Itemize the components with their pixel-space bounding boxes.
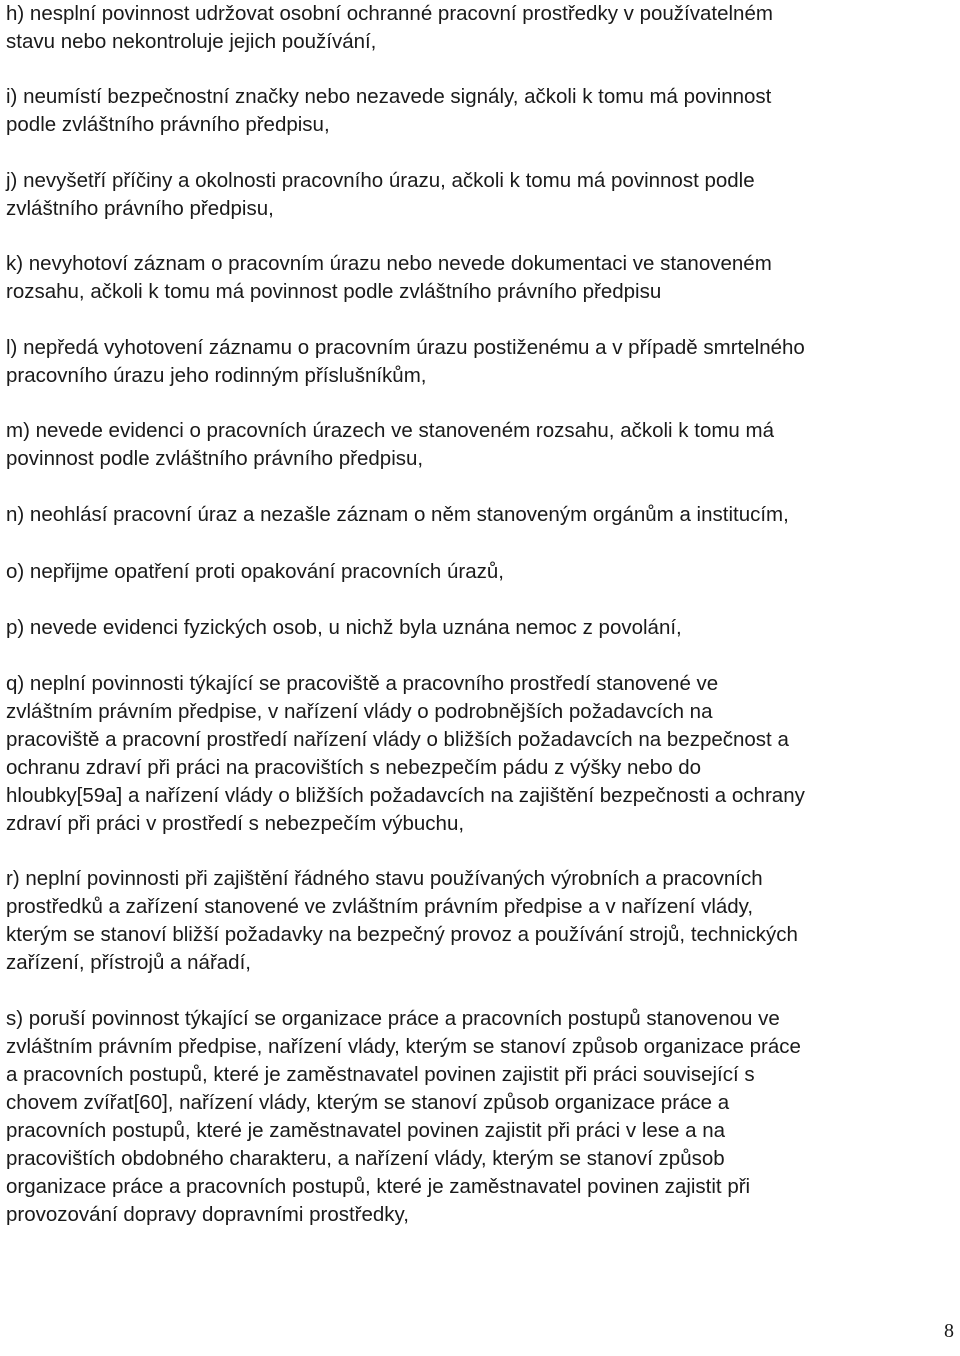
text-line: provozování dopravy dopravními prostředky,: [6, 1203, 409, 1226]
paragraph-r: [6, 865, 956, 977]
text-line: j) nevyšetří příčiny a okolnosti pracovního úrazu, ačkoli k tomu má povinnost podle: [6, 169, 755, 192]
text-line: n) neohlásí pracovní úraz a nezašle záznam o něm stanoveným orgánům a institucím,: [6, 503, 789, 526]
text-line: h) nesplní povinnost udržovat osobní ochranné pracovní prostředky v používatelném: [6, 2, 773, 25]
paragraph-l: [6, 334, 956, 390]
paragraph-s: [6, 1005, 956, 1229]
text-line: pracoviště a pracovní prostředí nařízení vlády o bližších požadavcích na bezpečnost a: [6, 728, 789, 751]
text-line: pracovního úrazu jeho rodinným příslušníkům,: [6, 364, 427, 387]
text-line: zvláštním právním předpise, v nařízení vlády o podrobnějších požadavcích na: [6, 700, 713, 723]
text-line: pracovních postupů, které je zaměstnavatel povinen zajistit při práci v lese a na: [6, 1119, 726, 1142]
text-line: k) nevyhotoví záznam o pracovním úrazu nebo nevede dokumentaci ve stanoveném: [6, 252, 772, 275]
text-line: m) nevede evidenci o pracovních úrazech ve stanoveném rozsahu, ačkoli k tomu má: [6, 419, 774, 442]
text-line: rozsahu, ačkoli k tomu má povinnost podle zvláštního právního předpisu: [6, 280, 662, 303]
text-line: zvláštního právního předpisu,: [6, 197, 274, 220]
paragraph-n: [6, 501, 956, 529]
paragraph-o: [6, 558, 956, 586]
text-line: povinnost podle zvláštního právního předpisu,: [6, 447, 424, 470]
text-line: ochranu zdraví při práci na pracovištích s nebezpečím pádu z výšky nebo do: [6, 756, 702, 779]
text-line: zařízení, přístrojů a nářadí,: [6, 951, 251, 974]
text-line: pracovištích obdobného charakteru, a nařízení vlády, kterým se stanoví způsob: [6, 1147, 725, 1170]
text-line: chovem zvířat[60], nařízení vlády, kterým se stanoví způsob organizace práce a: [6, 1091, 730, 1114]
paragraph-j: [6, 167, 956, 223]
text-line: i) neumístí bezpečnostní značky nebo nezavede signály, ačkoli k tomu má povinnost: [6, 85, 772, 108]
paragraph-q: [6, 670, 956, 838]
paragraph-k: [6, 250, 956, 306]
text-line: kterým se stanoví bližší požadavky na bezpečný provoz a používání strojů, technických: [6, 923, 798, 946]
text-line: l) nepředá vyhotovení záznamu o pracovním úrazu postiženému a v případě smrtelného: [6, 336, 805, 359]
paragraph-p: [6, 614, 956, 642]
text-line: s) poruší povinnost týkající se organizace práce a pracovních postupů stanovenou ve: [6, 1007, 780, 1030]
text-line: o) nepřijme opatření proti opakování pracovních úrazů,: [6, 560, 504, 583]
text-line: podle zvláštního právního předpisu,: [6, 113, 330, 136]
text-line: p) nevede evidenci fyzických osob, u nichž byla uznána nemoc z povolání,: [6, 616, 682, 639]
text-line: q) neplní povinnosti týkající se pracoviště a pracovního prostředí stanovené ve: [6, 672, 719, 695]
text-line: hloubky[59a] a nařízení vlády o bližších požadavcích na zajištění bezpečnosti a ochrany: [6, 784, 805, 807]
text-line: prostředků a zařízení stanovené ve zvláštním právním předpise a v nařízení vlády,: [6, 895, 754, 918]
text-line: r) neplní povinnosti při zajištění řádného stavu používaných výrobních a pracovních: [6, 867, 763, 890]
text-line: organizace práce a pracovních postupů, které je zaměstnavatel povinen zajistit při: [6, 1175, 751, 1198]
paragraph-h: [6, 0, 956, 56]
text-line: a pracovních postupů, které je zaměstnavatel povinen zajistit při práci související s: [6, 1063, 755, 1086]
text-line: zvláštním právním předpise, nařízení vlády, kterým se stanoví způsob organizace práce: [6, 1035, 801, 1058]
text-line: zdraví při práci v prostředí s nebezpečím výbuchu,: [6, 812, 465, 835]
paragraph-i: [6, 83, 956, 139]
text-line: stavu nebo nekontroluje jejich používání,: [6, 30, 377, 53]
page-number: 8: [944, 1320, 954, 1342]
paragraph-m: [6, 417, 956, 473]
